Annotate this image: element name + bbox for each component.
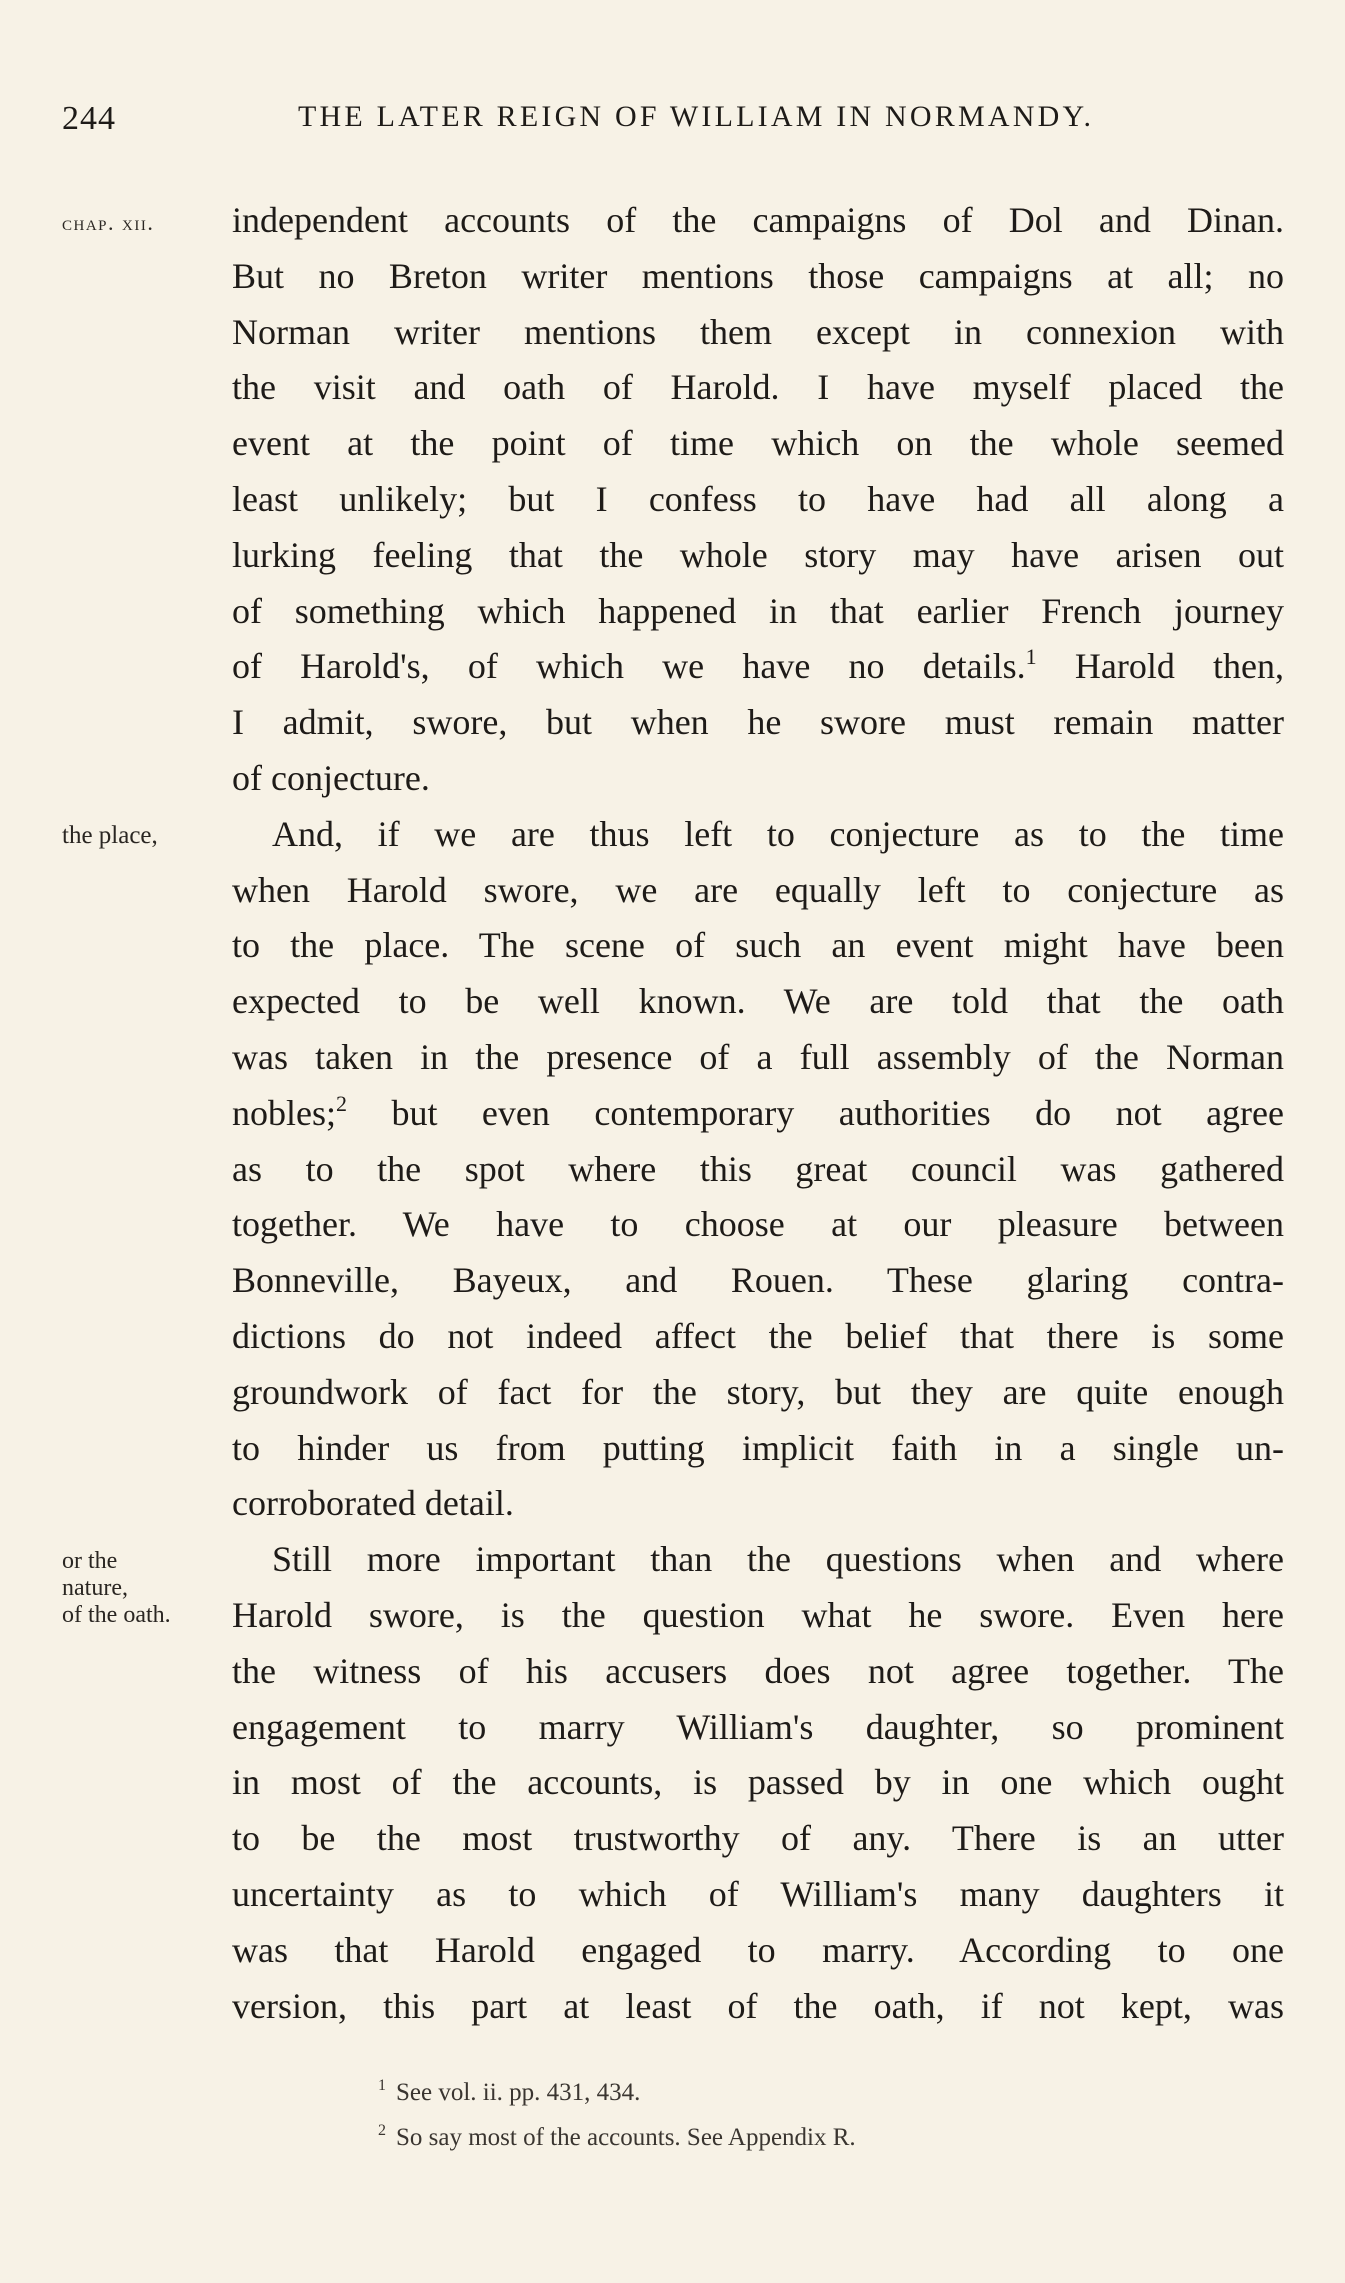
text-line: engagement to marry William's daughter, so prominent — [232, 1706, 1284, 1747]
footnote-ref[interactable]: 1 — [1025, 644, 1037, 670]
text-line: lurking feeling that the whole story may have arisen out — [232, 534, 1284, 575]
paragraph-3 — [232, 1532, 1284, 2034]
text-line: expected to be well known. We are told that the oath — [232, 981, 1284, 1022]
text-line: to be the most trustworthy of any. There is an utter — [232, 1818, 1284, 1859]
text-line: Bonneville, Bayeux, and Rouen. These glaring contra- — [232, 1260, 1284, 1301]
text-line: dictions do not indeed affect the belief that there is some — [232, 1315, 1284, 1356]
text-line: event at the point of time which on the whole seemed — [232, 423, 1284, 464]
margin-note-chapter: chap. xii. — [62, 210, 155, 235]
footnote-mark: 1 — [378, 2077, 386, 2094]
text-line: independent accounts of the campaigns of Dol and Dinan. — [232, 200, 1284, 240]
text-line: Norman writer mentions them except in connexion with — [232, 311, 1284, 352]
paragraph-2 — [232, 807, 1284, 1532]
margin-note-nature — [62, 1548, 232, 1629]
text-segment: Harold then, — [1036, 646, 1285, 687]
text-line — [232, 1086, 1284, 1142]
margin-note-line: nature, — [62, 1575, 128, 1601]
text-segment: of Harold's, of which we have no details. — [232, 646, 1026, 687]
footnote-1 — [378, 2067, 1178, 2112]
text-line: as to the spot where this great council was gathered — [232, 1148, 1284, 1189]
text-line: the visit and oath of Harold. I have myself placed the — [232, 367, 1284, 408]
text-line: corroborated detail. — [232, 1483, 514, 1524]
text-line — [232, 639, 1284, 695]
text-segment: nobles; — [232, 1092, 336, 1133]
text-line: But no Breton writer mentions those campaigns at all; no — [232, 255, 1284, 296]
text-line: Still more important than the questions when and where — [272, 1539, 1284, 1580]
text-line: to the place. The scene of such an event might have been — [232, 925, 1284, 966]
paragraph-1 — [232, 193, 1284, 807]
footnote-ref[interactable]: 2 — [336, 1090, 347, 1116]
page-header — [62, 100, 1282, 150]
text-line: was taken in the presence of a full assembly of the Norman — [232, 1036, 1284, 1077]
text-line: was that Harold engaged to marry. According to one — [232, 1929, 1284, 1970]
text-line: I admit, swore, but when he swore must remain matter — [232, 702, 1284, 743]
text-line: uncertainty as to which of William's many daughters it — [232, 1873, 1284, 1914]
text-line: of conjecture. — [232, 757, 430, 798]
text-line: groundwork of fact for the story, but they are quite enough — [232, 1371, 1284, 1412]
margin-note-place: the place, — [62, 822, 158, 849]
text-line: in most of the accounts, is passed by in one which ought — [232, 1762, 1284, 1803]
footnote-2 — [378, 2112, 1178, 2157]
body-text — [232, 193, 1284, 2034]
text-line: of something which happened in that earlier French journey — [232, 590, 1284, 631]
text-line: when Harold swore, we are equally left to conjecture as — [232, 869, 1284, 910]
text-line: together. We have to choose at our pleasure between — [232, 1204, 1284, 1245]
text-line: to hinder us from putting implicit faith in a single un- — [232, 1427, 1284, 1468]
text-line: least unlikely; but I confess to have had all along a — [232, 478, 1284, 519]
running-title: THE LATER REIGN OF WILLIAM IN NORMANDY. — [298, 100, 1095, 133]
margin-note-line: or the — [62, 1548, 118, 1574]
page-number: 244 — [62, 100, 116, 137]
text-line: Harold swore, is the question what he swore. Even here — [232, 1594, 1284, 1635]
footnote-text: So say most of the accounts. See Appendix R. — [396, 2124, 856, 2151]
text-line: And, if we are thus left to conjecture as to the time — [272, 813, 1284, 854]
footnote-text: See vol. ii. pp. 431, 434. — [396, 2079, 641, 2106]
text-line: the witness of his accusers does not agree together. The — [232, 1650, 1284, 1691]
footnote-mark: 2 — [378, 2122, 386, 2139]
margin-note-line: of the oath. — [62, 1602, 171, 1628]
text-segment: but even contemporary authorities do not agree — [347, 1092, 1284, 1133]
footnotes — [378, 2067, 1178, 2157]
text-line: version, this part at least of the oath, if not kept, was — [232, 1985, 1284, 2026]
